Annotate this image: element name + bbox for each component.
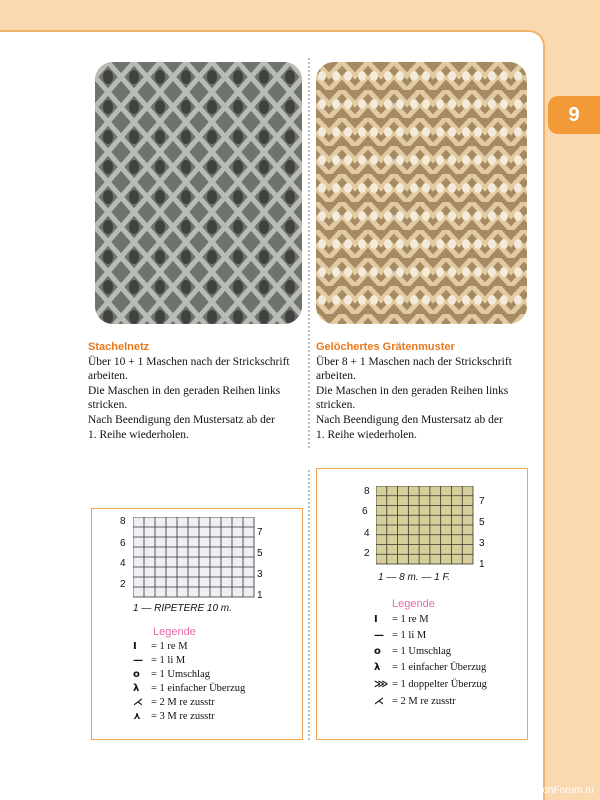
pattern-title: Gelöchertes Grätenmuster [316, 341, 455, 353]
photo-graetenmuster [316, 62, 527, 324]
row-label: 4 [364, 528, 370, 539]
text-stachelnetz [88, 340, 303, 442]
row-label: 6 [362, 506, 368, 517]
legend-item [374, 630, 426, 641]
legend-text: = 1 doppelter Überzug [392, 679, 487, 690]
legend-text: = 2 M re zusstr [151, 697, 215, 708]
instruction-line: 1. Reihe wiederholen. [88, 428, 189, 441]
legend-title: Legende [392, 598, 435, 610]
instruction-line: Die Maschen in den geraden Reihen links stricken. [316, 384, 509, 412]
row-label: 8 [364, 486, 370, 497]
legend-symbol: ⋙ [374, 679, 389, 690]
row-label: 7 [479, 496, 485, 507]
legend-text: = 1 li M [392, 630, 427, 641]
legend-text: = 1 Umschlag [151, 669, 210, 680]
legend-text: = 3 M re zusstr [151, 711, 215, 722]
row-label: 2 [120, 579, 126, 590]
legend-text: = 1 li M [151, 655, 186, 666]
watermark: PassionForum.ru [517, 785, 594, 796]
column-divider-lower [308, 470, 310, 740]
instruction-line: arbeiten. [316, 370, 356, 383]
chart-footer: 1 — RIPETERE 10 m. [133, 603, 232, 614]
row-label: 5 [257, 548, 263, 559]
legend-item [133, 641, 188, 652]
instruction-line: Über 8 + 1 Maschen nach der Strickschrift [316, 355, 512, 368]
row-label: 4 [120, 558, 126, 569]
legend-text: = 1 re M [392, 614, 429, 625]
legend-item [374, 646, 451, 657]
legend-text: = 1 Umschlag [392, 646, 451, 657]
knitting-chart-stachelnetz [133, 517, 255, 599]
photo-stachelnetz [95, 62, 302, 324]
legend-symbol: — [374, 630, 384, 641]
row-label: 1 [479, 559, 485, 570]
instruction-line: Über 10 + 1 Maschen nach der Strickschrift [88, 355, 290, 368]
legend-item [133, 669, 210, 680]
legend-item [133, 655, 185, 666]
row-label: 7 [257, 527, 263, 538]
legend-text: = 1 re M [151, 641, 188, 652]
instruction-line: Die Maschen in den geraden Reihen links stricken. [88, 384, 281, 412]
legend-item [133, 697, 215, 708]
legend-text: = 2 M re zusstr [392, 696, 456, 707]
legend-symbol: λ [374, 662, 381, 673]
legend-item [133, 711, 215, 722]
legend-symbol: ⋌ [133, 697, 143, 708]
instruction-line: arbeiten. [88, 370, 128, 383]
row-label: 5 [479, 517, 485, 528]
row-label: 2 [364, 548, 370, 559]
legend-symbol: ⋏ [133, 711, 142, 722]
page-number: 9 [568, 103, 580, 126]
pattern-title: Stachelnetz [88, 341, 150, 353]
knitting-chart-graetenmuster [376, 486, 474, 566]
legend-symbol: λ [133, 683, 140, 694]
chart-footer: 1 — 8 m. — 1 F. [378, 572, 451, 583]
row-label: 3 [257, 569, 263, 580]
legend-symbol: I [374, 614, 378, 625]
row-label: 6 [120, 538, 126, 549]
legend-text: = 1 einfacher Überzug [151, 683, 246, 694]
row-label: 8 [120, 516, 126, 527]
legend-item [374, 614, 429, 625]
legend-symbol: o [374, 646, 381, 657]
instruction-line: 1. Reihe wiederholen. [316, 428, 417, 441]
legend-item [374, 679, 487, 690]
legend-symbol: o [133, 669, 140, 680]
legend-item [374, 696, 456, 707]
legend-symbol: ⋌ [374, 696, 384, 707]
legend-text: = 1 einfacher Überzug [392, 662, 487, 673]
legend-symbol: I [133, 641, 137, 652]
legend-item [133, 683, 245, 694]
legend-title: Legende [153, 626, 196, 638]
column-divider [308, 58, 310, 448]
instruction-line: Nach Beendigung den Mustersatz ab der [316, 413, 503, 426]
row-label: 1 [257, 590, 263, 601]
instruction-line: Nach Beendigung den Mustersatz ab der [88, 413, 275, 426]
text-graetenmuster [316, 340, 541, 442]
page-number-tab [548, 96, 600, 134]
row-label: 3 [479, 538, 485, 549]
legend-symbol: — [133, 655, 143, 666]
legend-item [374, 662, 486, 673]
